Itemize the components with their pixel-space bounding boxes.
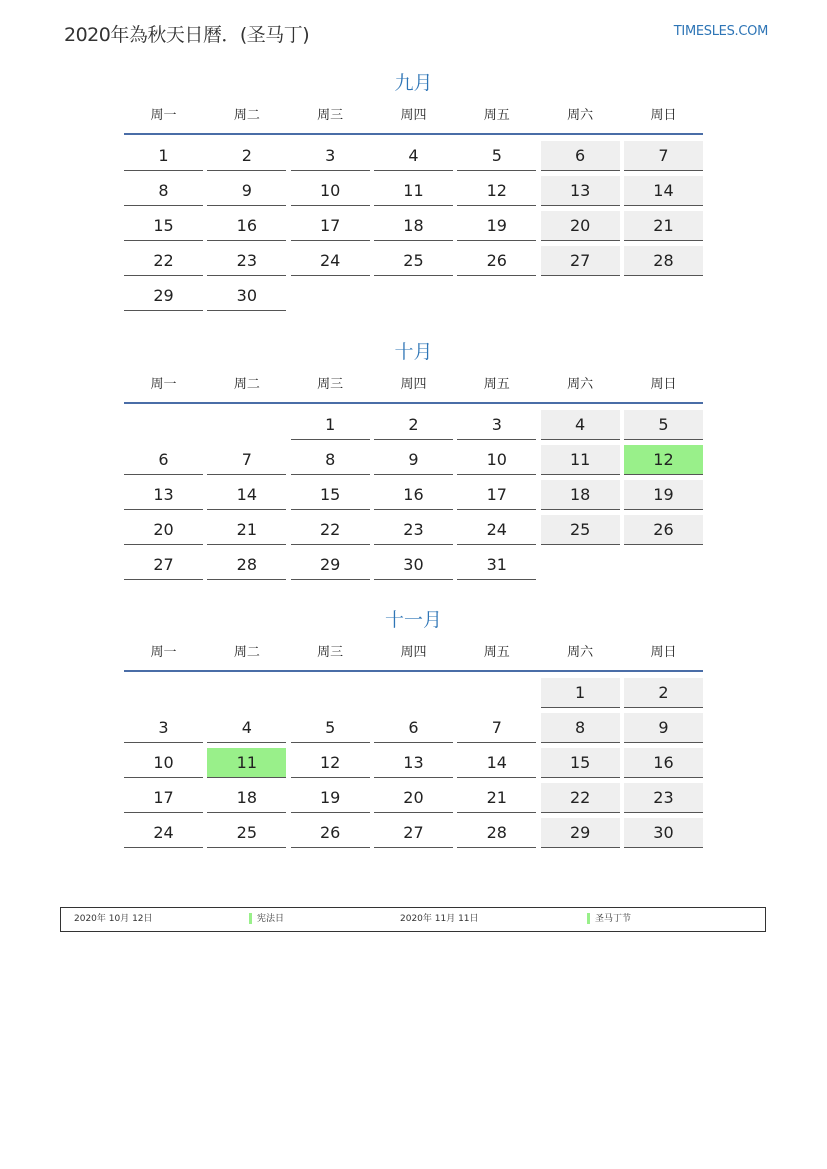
day-cell: 7 <box>624 141 703 171</box>
day-cell: 24 <box>457 515 536 545</box>
day-cell: 10 <box>291 176 370 206</box>
day-cell: 15 <box>291 480 370 510</box>
day-cell: 5 <box>624 410 703 440</box>
day-cell: 23 <box>374 515 453 545</box>
day-cell: 25 <box>374 246 453 276</box>
day-cell: 21 <box>624 211 703 241</box>
day-cell: 13 <box>541 176 620 206</box>
legend-holiday <box>587 908 631 930</box>
day-cell: 30 <box>374 550 453 580</box>
day-cell: 17 <box>291 211 370 241</box>
weekday-label: 周三 <box>317 108 344 123</box>
weekday-label: 周二 <box>233 108 260 123</box>
weekday-label: 周五 <box>483 377 510 392</box>
day-cell: 8 <box>541 713 620 743</box>
weekday-label: 周三 <box>317 645 344 660</box>
day-cell: 7 <box>457 713 536 743</box>
day-cell: 12 <box>291 748 370 778</box>
empty-day-cell <box>457 281 536 311</box>
day-cell: 8 <box>291 445 370 475</box>
empty-day-cell <box>624 281 703 311</box>
month-november <box>124 605 703 848</box>
day-cell: 1 <box>124 141 203 171</box>
empty-day-cell <box>541 281 620 311</box>
weekday-label: 周一 <box>150 645 177 660</box>
day-cell: 6 <box>541 141 620 171</box>
day-cell: 26 <box>291 818 370 848</box>
day-cell: 4 <box>207 713 286 743</box>
weekday-label: 周五 <box>483 645 510 660</box>
holiday-legend <box>60 907 766 932</box>
day-cell: 13 <box>374 748 453 778</box>
day-cell: 8 <box>124 176 203 206</box>
empty-day-cell <box>291 678 370 708</box>
day-cell: 9 <box>374 445 453 475</box>
day-cell: 25 <box>207 818 286 848</box>
weekday-label: 周一 <box>150 377 177 392</box>
empty-day-cell <box>541 550 620 580</box>
day-cell: 26 <box>624 515 703 545</box>
day-cell: 3 <box>457 410 536 440</box>
day-grid <box>124 678 703 848</box>
legend-holiday <box>249 908 284 930</box>
holiday-color-swatch <box>587 913 590 924</box>
day-cell: 24 <box>124 818 203 848</box>
day-cell: 11 <box>374 176 453 206</box>
empty-day-cell <box>124 410 203 440</box>
day-cell: 9 <box>207 176 286 206</box>
holiday-day-cell: 12 <box>624 445 703 475</box>
day-cell: 6 <box>374 713 453 743</box>
day-cell: 28 <box>457 818 536 848</box>
day-cell: 5 <box>457 141 536 171</box>
legend-date: 2020年 10月 12日 <box>74 914 153 924</box>
weekday-header <box>124 374 703 404</box>
day-cell: 14 <box>207 480 286 510</box>
day-cell: 23 <box>207 246 286 276</box>
day-cell: 2 <box>207 141 286 171</box>
day-cell: 21 <box>457 783 536 813</box>
page-title: 2020年為秋天日曆．(圣马丁) <box>64 24 310 46</box>
day-grid <box>124 410 703 580</box>
month-title: 十月 <box>394 341 433 363</box>
weekday-label: 周日 <box>650 377 677 392</box>
day-cell: 3 <box>124 713 203 743</box>
day-cell: 2 <box>374 410 453 440</box>
day-cell: 18 <box>541 480 620 510</box>
empty-day-cell <box>374 281 453 311</box>
day-cell: 27 <box>541 246 620 276</box>
day-cell: 19 <box>291 783 370 813</box>
weekday-label: 周四 <box>400 645 427 660</box>
day-cell: 30 <box>207 281 286 311</box>
month-title: 九月 <box>394 72 433 94</box>
day-cell: 19 <box>624 480 703 510</box>
weekday-label: 周一 <box>150 108 177 123</box>
weekday-label: 周四 <box>400 108 427 123</box>
day-cell: 28 <box>207 550 286 580</box>
empty-day-cell <box>207 410 286 440</box>
day-cell: 29 <box>541 818 620 848</box>
day-cell: 7 <box>207 445 286 475</box>
day-cell: 27 <box>124 550 203 580</box>
day-cell: 27 <box>374 818 453 848</box>
month-september <box>124 68 703 311</box>
day-cell: 14 <box>624 176 703 206</box>
weekday-label: 周六 <box>567 645 594 660</box>
day-cell: 15 <box>124 211 203 241</box>
day-cell: 24 <box>291 246 370 276</box>
day-cell: 1 <box>541 678 620 708</box>
holiday-day-cell: 11 <box>207 748 286 778</box>
day-cell: 10 <box>457 445 536 475</box>
day-cell: 23 <box>624 783 703 813</box>
day-cell: 2 <box>624 678 703 708</box>
day-cell: 11 <box>541 445 620 475</box>
weekday-label: 周六 <box>567 377 594 392</box>
legend-date: 2020年 11月 11日 <box>400 914 479 924</box>
month-title: 十一月 <box>384 609 442 631</box>
day-cell: 17 <box>124 783 203 813</box>
weekday-label: 周二 <box>233 377 260 392</box>
holiday-color-swatch <box>249 913 252 924</box>
day-cell: 1 <box>291 410 370 440</box>
day-cell: 16 <box>207 211 286 241</box>
brand-link[interactable]: TIMESLES.COM <box>673 24 768 39</box>
day-cell: 15 <box>541 748 620 778</box>
month-october <box>124 337 703 580</box>
day-cell: 22 <box>541 783 620 813</box>
weekday-label: 周三 <box>317 377 344 392</box>
legend-holiday-name: 圣马丁节 <box>595 914 632 924</box>
day-cell: 20 <box>541 211 620 241</box>
day-cell: 12 <box>457 176 536 206</box>
weekday-label: 周二 <box>233 645 260 660</box>
day-cell: 30 <box>624 818 703 848</box>
day-grid <box>124 141 703 311</box>
day-cell: 14 <box>457 748 536 778</box>
empty-day-cell <box>207 678 286 708</box>
weekday-header <box>124 642 703 672</box>
day-cell: 16 <box>374 480 453 510</box>
day-cell: 19 <box>457 211 536 241</box>
day-cell: 18 <box>374 211 453 241</box>
day-cell: 29 <box>291 550 370 580</box>
day-cell: 6 <box>124 445 203 475</box>
day-cell: 22 <box>124 246 203 276</box>
day-cell: 25 <box>541 515 620 545</box>
day-cell: 20 <box>124 515 203 545</box>
day-cell: 18 <box>207 783 286 813</box>
weekday-label: 周五 <box>483 108 510 123</box>
day-cell: 21 <box>207 515 286 545</box>
day-cell: 17 <box>457 480 536 510</box>
day-cell: 9 <box>624 713 703 743</box>
weekday-header <box>124 105 703 135</box>
day-cell: 31 <box>457 550 536 580</box>
day-cell: 3 <box>291 141 370 171</box>
day-cell: 4 <box>541 410 620 440</box>
day-cell: 4 <box>374 141 453 171</box>
day-cell: 5 <box>291 713 370 743</box>
empty-day-cell <box>124 678 203 708</box>
legend-holiday-name: 宪法日 <box>257 914 285 924</box>
day-cell: 16 <box>624 748 703 778</box>
weekday-label: 周日 <box>650 645 677 660</box>
day-cell: 26 <box>457 246 536 276</box>
empty-day-cell <box>291 281 370 311</box>
empty-day-cell <box>374 678 453 708</box>
day-cell: 22 <box>291 515 370 545</box>
weekday-label: 周四 <box>400 377 427 392</box>
empty-day-cell <box>457 678 536 708</box>
day-cell: 28 <box>624 246 703 276</box>
day-cell: 20 <box>374 783 453 813</box>
empty-day-cell <box>624 550 703 580</box>
weekday-label: 周日 <box>650 108 677 123</box>
day-cell: 29 <box>124 281 203 311</box>
day-cell: 10 <box>124 748 203 778</box>
weekday-label: 周六 <box>567 108 594 123</box>
day-cell: 13 <box>124 480 203 510</box>
